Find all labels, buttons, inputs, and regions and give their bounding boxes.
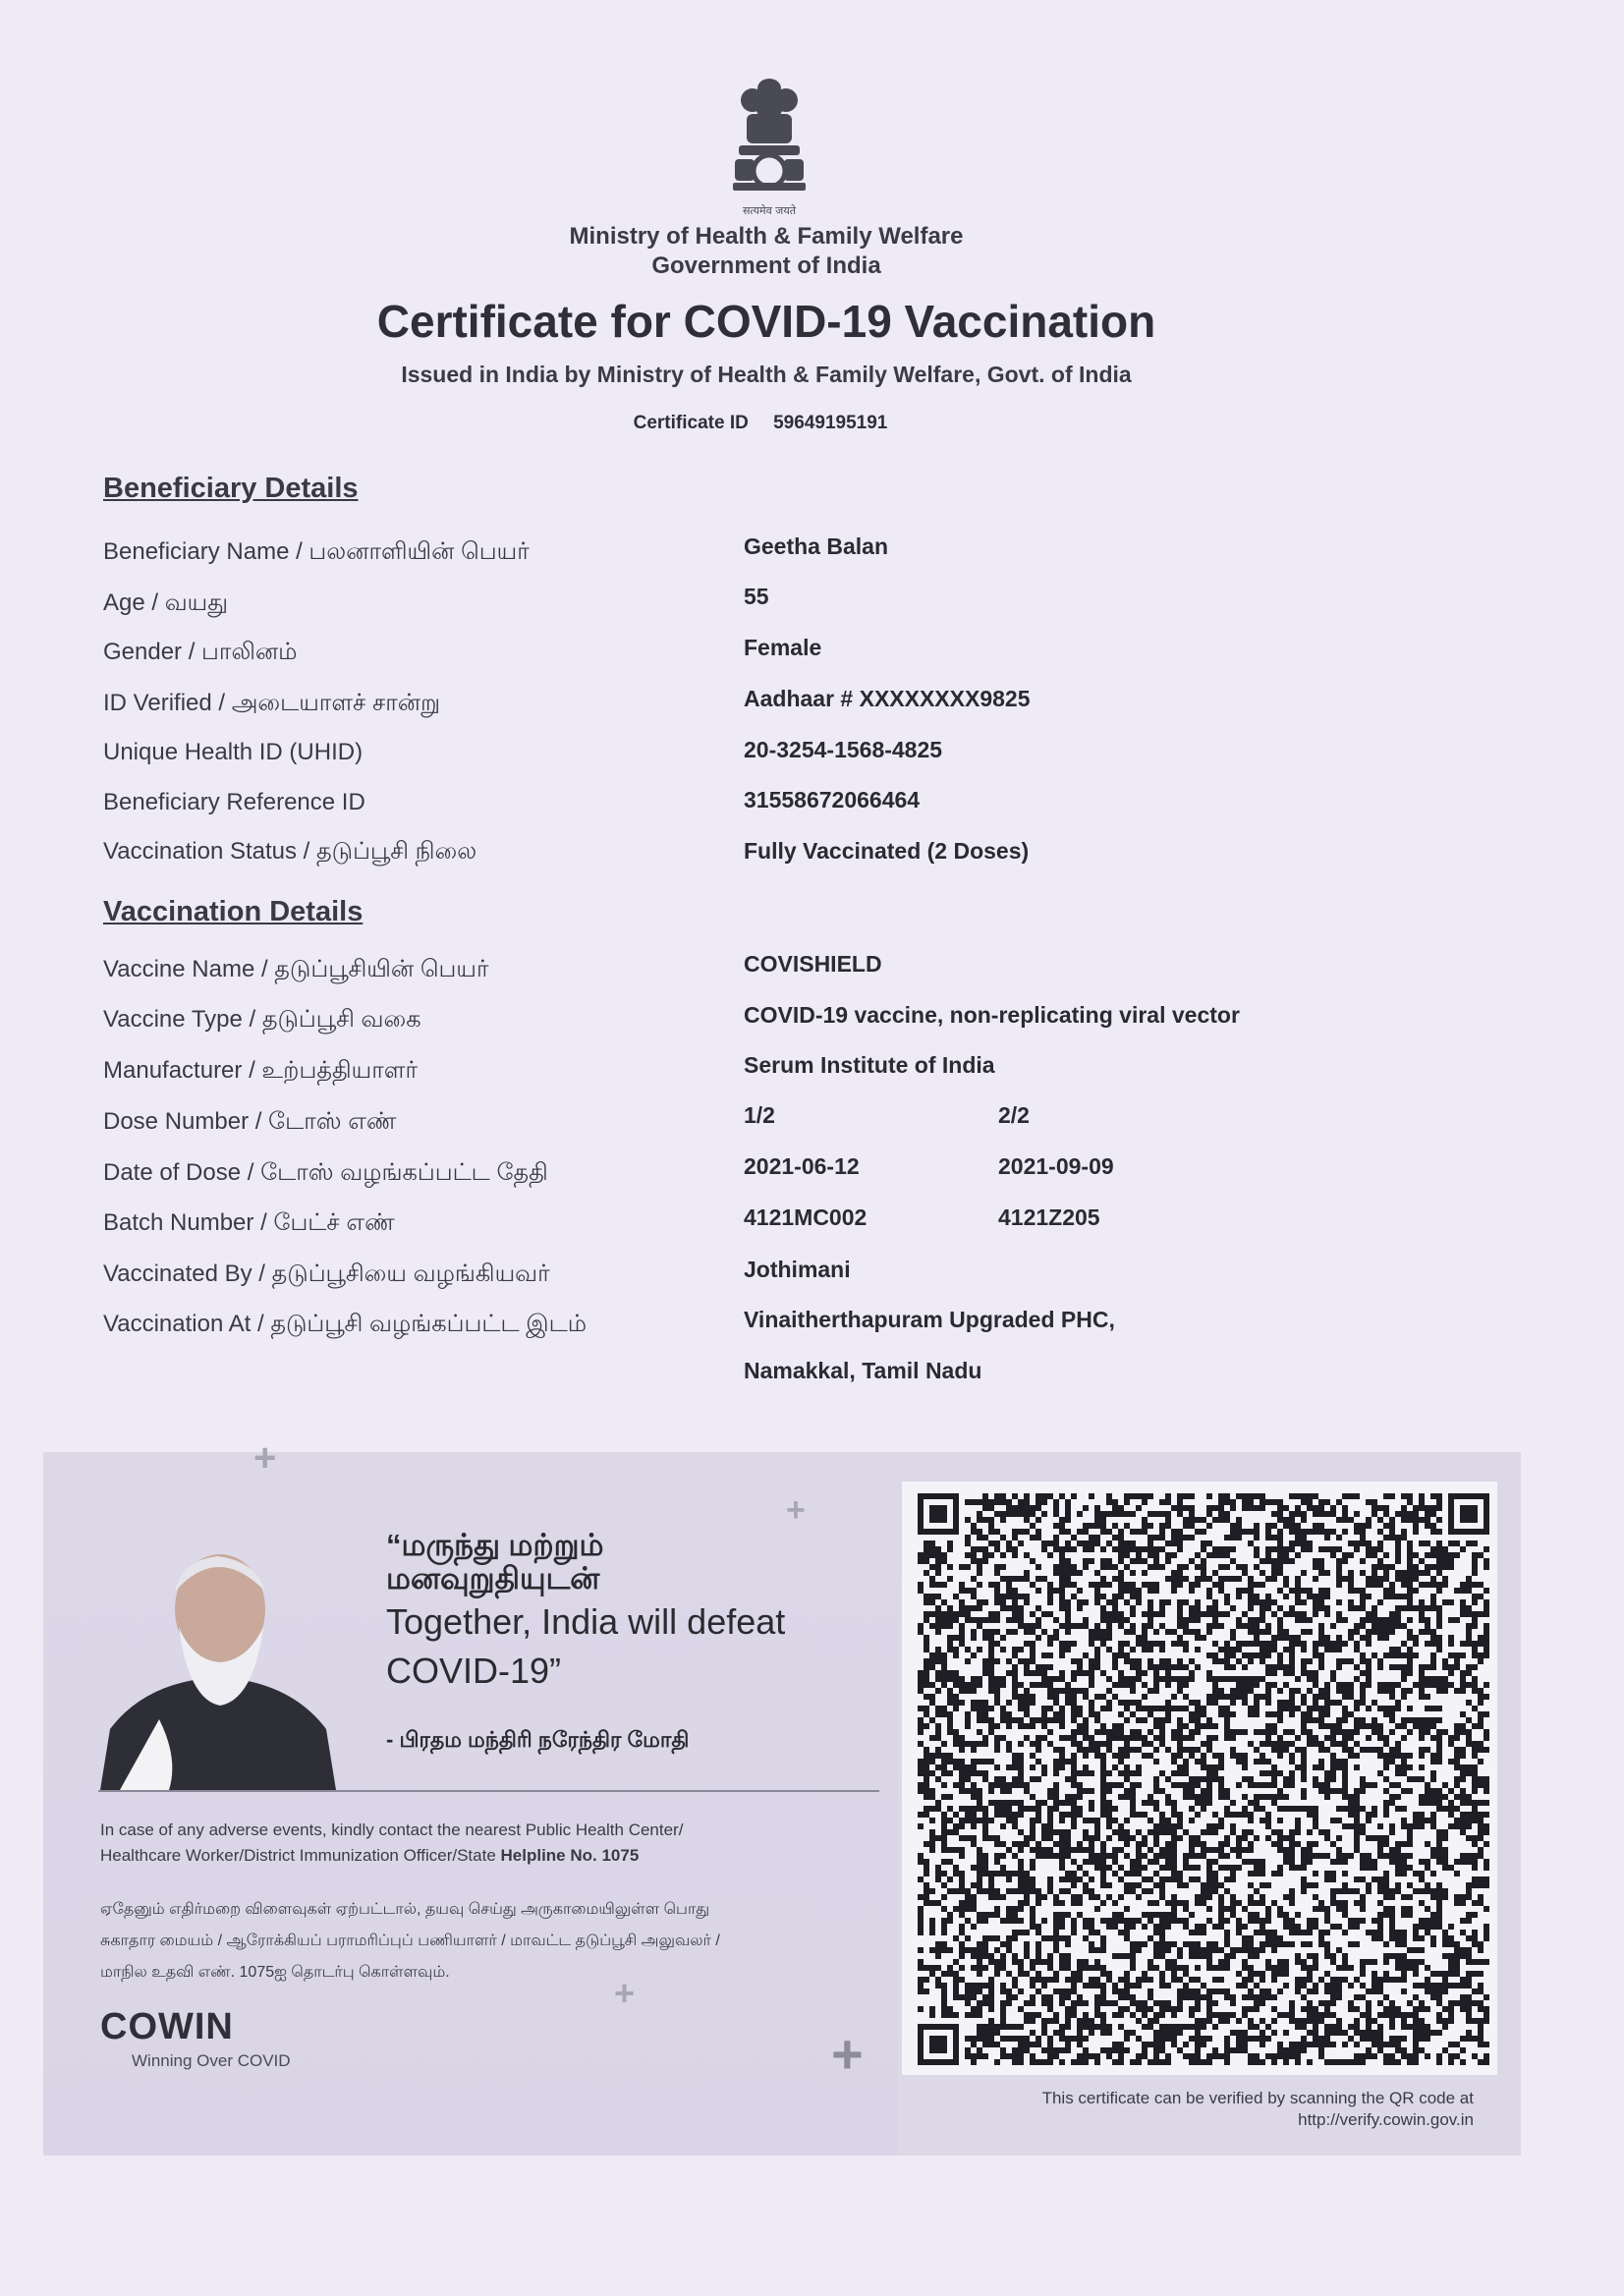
adverse-note-line2: Healthcare Worker/District Immunization Officer/State [100,1846,496,1865]
vaccine-name-value: COVISHIELD [744,951,882,977]
date-of-dose-label: Date of Dose / டோஸ் வழங்கப்பட்ட தேதி [103,1159,548,1186]
plus-decoration-icon: + [253,1436,277,1480]
beneficiary-name-label: Beneficiary Name / பலனாளியின் பெயர் [103,538,530,565]
beneficiary-section-title: Beneficiary Details [103,473,359,504]
prime-minister-portrait [100,1533,336,1790]
dose2-number: 2/2 [998,1102,1030,1128]
vaccinated-by-label: Vaccinated By / தடுப்பூசியை வழங்கியவர் [103,1260,550,1287]
adverse-events-note-tamil [100,1894,886,1988]
cowin-logo: COWIN [100,2006,234,2047]
verify-url[interactable]: http://verify.cowin.gov.in [1298,2110,1474,2129]
svg-text:सत्यमेव जयते: सत्यमेव जयते [742,204,797,217]
qr-modules [918,1493,1489,2065]
dose1-number: 1/2 [744,1102,775,1128]
vaccine-name-label: Vaccine Name / தடுப்பூசியின் பெயர் [103,956,489,982]
reference-id-value: 31558672066464 [744,787,921,812]
national-emblem-icon [725,75,813,220]
verification-qr-code[interactable] [918,1493,1489,2065]
certificate-id-label: Certificate ID [633,413,749,433]
age-value: 55 [744,584,769,609]
age-label: Age / வயது [103,589,229,616]
gender-value: Female [744,635,822,660]
vaccination-status-label: Vaccination Status / தடுப்பூசி நிலை [103,838,477,865]
id-verified-value: Aadhaar # XXXXXXXX9825 [744,686,1031,711]
adverse-note-line1: In case of any adverse events, kindly contact the nearest Public Health Center/ [100,1820,684,1839]
vaccinated-at-line1: Vinaitherthapuram Upgraded PHC, [744,1307,1115,1332]
quote-attribution: - பிரதம மந்திரி நரேந்திர மோதி [386,1727,690,1752]
ministry-heading [0,222,1533,281]
plus-decoration-icon: + [831,2023,864,2085]
gender-label: Gender / பாலினம் [103,639,298,665]
manufacturer-value: Serum Institute of India [744,1052,995,1078]
uhid-label: Unique Health ID (UHID) [103,739,364,765]
dose2-batch: 4121Z205 [998,1204,1100,1230]
certificate-subtitle: Issued in India by Ministry of Health & Family Welfare, Govt. of India [401,362,1132,387]
banner-divider [98,1790,879,1792]
uhid-value: 20-3254-1568-4825 [744,737,943,762]
dose1-date: 2021-06-12 [744,1153,860,1179]
certificate-id-value: 59649195191 [773,413,888,433]
vaccine-type-value: COVID-19 vaccine, non-replicating viral vector [744,1002,1240,1028]
adverse-events-note [100,1818,886,1869]
adverse-note-tamil-line2: சுகாதார மையம் / ஆரோக்கியப் பராமரிப்புப் பணியாளர் / மாவட்ட தடுப்பூசி அலுவலர் / [100,1932,720,1949]
ministry-line2: Government of India [651,252,881,279]
dose2-date: 2021-09-09 [998,1153,1114,1179]
vaccinated-at-line2: Namakkal, Tamil Nadu [744,1358,982,1383]
plus-decoration-icon: + [614,1973,636,2013]
vaccination-section-title: Vaccination Details [103,896,364,927]
ministry-line1: Ministry of Health & Family Welfare [569,223,964,250]
vaccinated-at-label: Vaccination At / தடுப்பூசி வழங்கப்பட்ட இடம் [103,1311,587,1337]
vaccination-status-value: Fully Vaccinated (2 Doses) [744,838,1030,864]
reference-id-label: Beneficiary Reference ID [103,789,365,815]
pm-quote [386,1529,897,1692]
cowin-tagline: Winning Over COVID [132,2051,291,2070]
id-verified-label: ID Verified / அடையாளச் சான்று [103,690,441,716]
vaccinated-by-value: Jothimani [744,1257,851,1282]
verification-note [914,2088,1474,2131]
quote-english-line1: Together, India will defeat [386,1601,786,1642]
quote-tamil-line1: “மருந்து மற்றும் [386,1528,604,1562]
helpline-number: Helpline No. 1075 [500,1846,640,1865]
verify-line1: This certificate can be verified by scanning the QR code at [1041,2089,1474,2107]
dose-number-label: Dose Number / டோஸ் எண் [103,1108,397,1135]
certificate-id [0,413,1521,434]
adverse-note-tamil-line1: ஏதேனும் எதிர்மறை விளைவுகள் ஏற்பட்டால், தயவு செய்து அருகாமையிலுள்ள பொது [100,1901,710,1918]
quote-tamil-line2: மனவுறுதியுடன் [386,1561,600,1596]
beneficiary-name-value: Geetha Balan [744,533,888,559]
certificate-title: Certificate for COVID-19 Vaccination [376,296,1156,347]
vaccine-type-label: Vaccine Type / தடுப்பூசி வகை [103,1006,421,1033]
dose1-batch: 4121MC002 [744,1204,868,1230]
plus-decoration-icon: + [786,1491,806,1529]
adverse-note-tamil-line3: மாநில உதவி எண். 1075ஐ தொடர்பு கொள்ளவும். [100,1964,450,1981]
batch-number-label: Batch Number / பேட்ச் எண் [103,1209,395,1236]
quote-english-line2: COVID-19” [386,1651,562,1691]
manufacturer-label: Manufacturer / உற்பத்தியாளர் [103,1057,418,1084]
